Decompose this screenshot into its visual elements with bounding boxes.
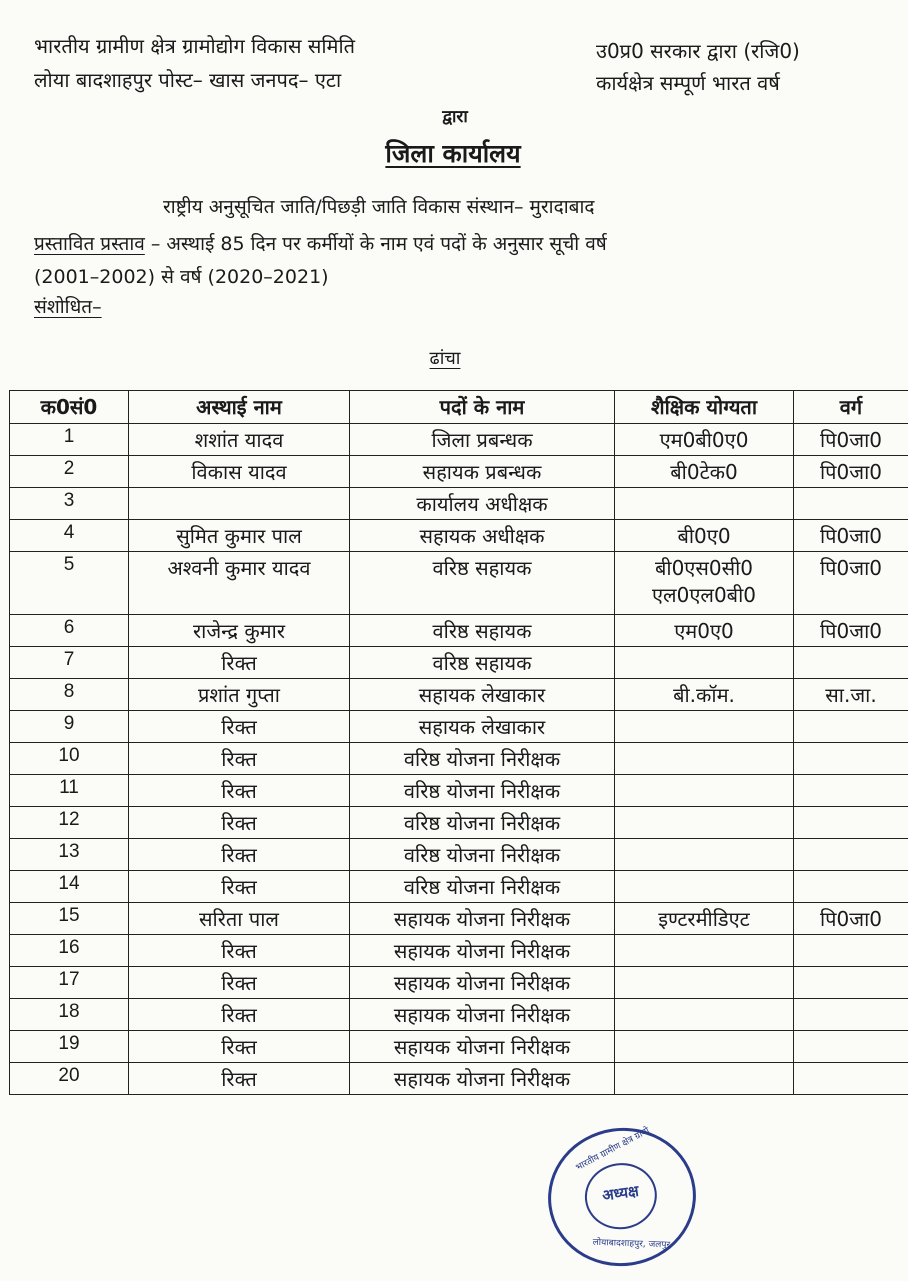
table-row xyxy=(10,967,908,999)
work-area-line: कार्यक्षेत्र सम्पूर्ण भारत वर्ष xyxy=(596,71,780,95)
row-post xyxy=(350,967,615,999)
row-serial-number-text: 20 xyxy=(58,1065,80,1086)
row-post-text: सहायक योजना निरीक्षक xyxy=(393,907,571,931)
president-seal xyxy=(539,1118,705,1275)
row-post xyxy=(350,424,615,456)
row-name-text: रिक्त xyxy=(221,811,257,835)
row-post-text: सहायक प्रबन्धक xyxy=(422,460,542,484)
proposal-years: (2001–2002) से वर्ष (2020–2021) xyxy=(34,266,329,288)
row-name xyxy=(129,807,350,839)
row-category xyxy=(794,711,908,743)
row-name xyxy=(129,552,350,615)
proposal-line xyxy=(34,230,607,256)
row-qualification xyxy=(615,456,794,488)
row-name xyxy=(129,903,350,935)
row-qualification xyxy=(615,999,794,1031)
row-post-text: सहायक अधीक्षक xyxy=(419,524,545,548)
seal-center-text: अध्यक्ष xyxy=(601,1181,640,1205)
row-serial-number xyxy=(10,967,129,999)
row-qualification xyxy=(615,679,794,711)
row-serial-number xyxy=(10,1031,129,1063)
row-name-text: रिक्त xyxy=(221,651,257,675)
row-name xyxy=(129,1063,350,1095)
row-serial-number-text: 8 xyxy=(63,681,75,702)
table-row xyxy=(10,871,908,903)
row-name-text: रिक्त xyxy=(221,1035,257,1059)
row-post-text: सहायक योजना निरीक्षक xyxy=(393,971,571,995)
row-category xyxy=(794,775,908,807)
row-post-text: वरिष्ठ योजना निरीक्षक xyxy=(403,747,561,771)
row-category xyxy=(794,871,908,903)
row-name-text: रिक्त xyxy=(221,971,257,995)
row-qualification xyxy=(615,1031,794,1063)
row-post-text: जिला प्रबन्धक xyxy=(431,428,533,452)
row-name xyxy=(129,967,350,999)
row-serial-number-text: 6 xyxy=(63,617,75,638)
col-header-sn: क0सं0 xyxy=(10,391,129,424)
row-name-text: रिक्त xyxy=(221,715,257,739)
row-category xyxy=(794,488,908,520)
row-post xyxy=(350,935,615,967)
col-header-post: पदों के नाम xyxy=(350,391,615,424)
row-serial-number xyxy=(10,615,129,647)
row-qualification xyxy=(615,967,794,999)
org-name: भारतीय ग्रामीण क्षेत्र ग्रामोद्योग विकास समिति xyxy=(34,34,356,58)
row-post xyxy=(350,456,615,488)
row-name xyxy=(129,615,350,647)
row-qualification xyxy=(615,711,794,743)
table-row xyxy=(10,520,908,552)
row-qualification-text: बी.कॉम. xyxy=(673,683,735,707)
revised-label: संशोधित– xyxy=(34,296,102,318)
row-category xyxy=(794,679,908,711)
row-post xyxy=(350,552,615,615)
row-serial-number-text: 5 xyxy=(63,554,75,575)
table-row xyxy=(10,1063,908,1095)
row-post xyxy=(350,807,615,839)
col-header-qualification: शैक्षिक योग्यता xyxy=(615,391,794,424)
row-name xyxy=(129,935,350,967)
row-serial-number-text: 14 xyxy=(58,873,80,894)
row-name-text: सरिता पाल xyxy=(199,907,279,931)
row-post-text: वरिष्ठ सहायक xyxy=(432,651,532,675)
row-post-text: सहायक योजना निरीक्षक xyxy=(393,939,571,963)
table-row xyxy=(10,807,908,839)
row-post xyxy=(350,647,615,679)
row-name xyxy=(129,456,350,488)
row-post-text: वरिष्ठ योजना निरीक्षक xyxy=(403,843,561,867)
row-serial-number xyxy=(10,647,129,679)
row-post-text: सहायक लेखाकार xyxy=(418,683,546,707)
institute-line: राष्ट्रीय अनुसूचित जाति/पिछड़ी जाति विकास संस्थान– मुरादाबाद xyxy=(163,196,595,218)
col-header-category: वर्ग xyxy=(794,391,908,424)
row-post-text: वरिष्ठ सहायक xyxy=(432,556,532,580)
row-serial-number-text: 7 xyxy=(63,649,75,670)
row-name-text: रिक्त xyxy=(221,875,257,899)
row-qualification-text: बी0एस0सी0 xyxy=(654,556,754,580)
row-serial-number-text: 16 xyxy=(58,937,80,958)
row-qualification-text: बी0ए0 xyxy=(677,524,731,548)
row-serial-number-text: 11 xyxy=(59,777,79,798)
row-serial-number-text: 4 xyxy=(63,522,75,543)
table-row xyxy=(10,743,908,775)
proposal-text: – अस्थाई 85 दिन पर कर्मीयों के नाम एवं पदों के अनुसार सूची वर्ष xyxy=(144,233,607,255)
row-serial-number xyxy=(10,679,129,711)
table-row xyxy=(10,424,908,456)
row-category-text: पि0जा0 xyxy=(819,524,882,548)
row-serial-number xyxy=(10,520,129,552)
row-name-text: रिक्त xyxy=(221,939,257,963)
row-qualification-text-line2: एल0एल0बी0 xyxy=(651,583,756,607)
staff-table xyxy=(9,390,908,1095)
row-name-text: सुमित कुमार पाल xyxy=(176,524,302,548)
structure-label: ढांचा xyxy=(429,348,461,369)
row-name xyxy=(129,711,350,743)
row-serial-number xyxy=(10,711,129,743)
registration-line: उ0प्र0 सरकार द्वारा (रजि0) xyxy=(596,39,800,63)
row-serial-number-text: 1 xyxy=(63,426,75,447)
row-post-text: सहायक लेखाकार xyxy=(418,715,546,739)
row-name xyxy=(129,488,350,520)
row-category-text: पि0जा0 xyxy=(819,556,882,580)
row-serial-number xyxy=(10,903,129,935)
row-post xyxy=(350,520,615,552)
row-category-text: पि0जा0 xyxy=(819,619,882,643)
row-name-text: रिक्त xyxy=(221,843,257,867)
row-serial-number xyxy=(10,999,129,1031)
row-category-text: पि0जा0 xyxy=(819,460,882,484)
row-category xyxy=(794,967,908,999)
row-post xyxy=(350,775,615,807)
org-address: लोया बादशाहपुर पोस्ट– खास जनपद– एटा xyxy=(34,68,342,92)
row-post xyxy=(350,1063,615,1095)
row-name-text: शशांत यादव xyxy=(194,428,284,452)
row-qualification xyxy=(615,520,794,552)
row-qualification-text: एम0ए0 xyxy=(674,619,734,643)
row-qualification xyxy=(615,775,794,807)
row-serial-number xyxy=(10,456,129,488)
row-category xyxy=(794,743,908,775)
row-name xyxy=(129,1031,350,1063)
row-post xyxy=(350,999,615,1031)
row-post-text: सहायक योजना निरीक्षक xyxy=(393,1035,571,1059)
table-row xyxy=(10,1031,908,1063)
row-qualification xyxy=(615,903,794,935)
row-category-text: पि0जा0 xyxy=(819,428,882,452)
seal-ring-text-bottom: लोयाबादशाहपुर, जलपुर xyxy=(592,1237,671,1251)
row-qualification xyxy=(615,1063,794,1095)
seal-inner-ring xyxy=(581,1158,661,1233)
row-serial-number-text: 9 xyxy=(63,713,75,734)
row-qualification xyxy=(615,424,794,456)
row-category xyxy=(794,935,908,967)
row-post-text: वरिष्ठ योजना निरीक्षक xyxy=(403,811,561,835)
row-post xyxy=(350,903,615,935)
row-serial-number xyxy=(10,488,129,520)
table-row xyxy=(10,615,908,647)
row-serial-number xyxy=(10,1063,129,1095)
row-post-text: वरिष्ठ सहायक xyxy=(432,619,532,643)
row-name-text: रिक्त xyxy=(221,779,257,803)
row-serial-number xyxy=(10,552,129,615)
table-row xyxy=(10,935,908,967)
row-category xyxy=(794,456,908,488)
row-serial-number-text: 17 xyxy=(58,969,80,990)
table-row xyxy=(10,711,908,743)
row-name-text: अश्वनी कुमार यादव xyxy=(167,556,311,580)
table-row xyxy=(10,903,908,935)
table-row xyxy=(10,456,908,488)
row-serial-number xyxy=(10,839,129,871)
row-serial-number xyxy=(10,807,129,839)
row-qualification-text: इण्टरमीडिएट xyxy=(658,907,750,931)
row-qualification xyxy=(615,839,794,871)
row-post xyxy=(350,871,615,903)
row-post xyxy=(350,743,615,775)
row-category xyxy=(794,839,908,871)
row-qualification xyxy=(615,647,794,679)
row-name-text: रिक्त xyxy=(221,747,257,771)
row-post-text: वरिष्ठ योजना निरीक्षक xyxy=(403,779,561,803)
row-name xyxy=(129,424,350,456)
table-row xyxy=(10,775,908,807)
row-qualification xyxy=(615,552,794,615)
row-post xyxy=(350,679,615,711)
row-qualification xyxy=(615,807,794,839)
row-name xyxy=(129,647,350,679)
row-serial-number xyxy=(10,775,129,807)
row-qualification xyxy=(615,871,794,903)
row-qualification xyxy=(615,615,794,647)
table-row xyxy=(10,552,908,615)
row-serial-number-text: 19 xyxy=(58,1033,80,1054)
row-qualification xyxy=(615,935,794,967)
row-category xyxy=(794,520,908,552)
row-post xyxy=(350,711,615,743)
row-serial-number-text: 10 xyxy=(58,745,80,766)
row-name-text: राजेन्द्र कुमार xyxy=(192,619,286,643)
table-row xyxy=(10,679,908,711)
row-serial-number-text: 13 xyxy=(58,841,80,862)
seal-ring-text-top: भारतीय ग्रामीण क्षेत्र ग्रामो xyxy=(574,1126,652,1174)
row-serial-number xyxy=(10,424,129,456)
row-category xyxy=(794,615,908,647)
row-name-text: रिक्त xyxy=(221,1067,257,1091)
row-post xyxy=(350,1031,615,1063)
row-name-text: विकास यादव xyxy=(191,460,287,484)
row-post xyxy=(350,488,615,520)
proposal-label: प्रस्तावित प्रस्ताव xyxy=(34,233,145,255)
row-name xyxy=(129,839,350,871)
row-post-text: कार्यालय अधीक्षक xyxy=(416,492,548,516)
row-serial-number-text: 2 xyxy=(63,458,75,479)
table-row xyxy=(10,999,908,1031)
row-name xyxy=(129,775,350,807)
row-category xyxy=(794,999,908,1031)
row-qualification-text: एम0बी0ए0 xyxy=(659,428,749,452)
row-serial-number-text: 18 xyxy=(58,1001,80,1022)
row-name-text: रिक्त xyxy=(221,1003,257,1027)
row-category xyxy=(794,903,908,935)
row-qualification xyxy=(615,488,794,520)
row-category xyxy=(794,552,908,615)
row-name xyxy=(129,871,350,903)
row-post-text: सहायक योजना निरीक्षक xyxy=(393,1003,571,1027)
row-category xyxy=(794,1063,908,1095)
row-serial-number xyxy=(10,743,129,775)
row-category-text: पि0जा0 xyxy=(819,907,882,931)
col-header-name: अस्थाई नाम xyxy=(129,391,350,424)
dwara-label: द्वारा xyxy=(442,107,468,127)
row-serial-number-text: 3 xyxy=(63,490,75,511)
row-serial-number-text: 12 xyxy=(58,809,80,830)
table-row xyxy=(10,488,908,520)
row-name xyxy=(129,520,350,552)
row-name xyxy=(129,743,350,775)
row-post xyxy=(350,839,615,871)
row-name-text: प्रशांत गुप्ता xyxy=(198,683,280,707)
row-category xyxy=(794,807,908,839)
row-category xyxy=(794,424,908,456)
row-qualification-text: बी0टेक0 xyxy=(670,460,738,484)
row-name xyxy=(129,999,350,1031)
row-category xyxy=(794,647,908,679)
row-serial-number-text: 15 xyxy=(58,905,80,926)
row-name xyxy=(129,679,350,711)
row-post-text: वरिष्ठ योजना निरीक्षक xyxy=(403,875,561,899)
row-category xyxy=(794,1031,908,1063)
table-header-row xyxy=(10,391,908,424)
row-post-text: सहायक योजना निरीक्षक xyxy=(393,1067,571,1091)
row-category-text: सा.जा. xyxy=(825,683,877,707)
table-row xyxy=(10,647,908,679)
office-title: जिला कार्यालय xyxy=(385,139,521,168)
row-serial-number xyxy=(10,935,129,967)
row-serial-number xyxy=(10,871,129,903)
row-qualification xyxy=(615,743,794,775)
table-row xyxy=(10,839,908,871)
row-post xyxy=(350,615,615,647)
